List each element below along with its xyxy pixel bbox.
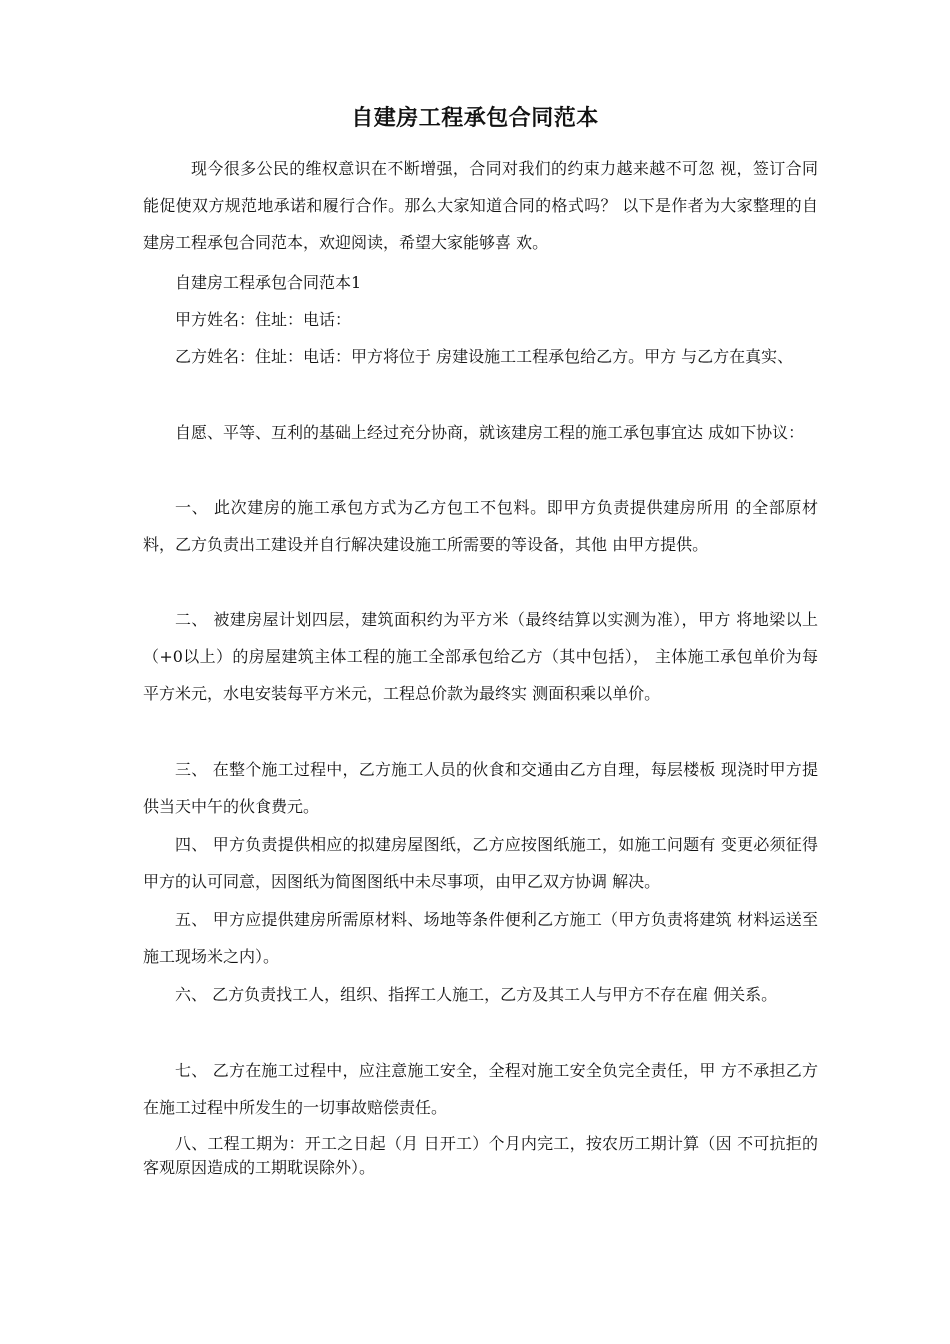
preamble-paragraph: 自愿、平等、互利的基础上经过充分协商，就该建房工程的施工承包事宜达 成如下协议： — [175, 423, 805, 442]
clause-5: 五、 甲方应提供建房所需原材料、场地等条件便利乙方施工（甲方负责将建筑 材料运送至施工现场米之内）。 — [143, 910, 818, 966]
clause-7: 七、 乙方在施工过程中，应注意施工安全，全程对施工安全负完全责任，甲 方不承担乙方在施工过程中所发生的一切事故赔偿责任。 — [143, 1061, 818, 1117]
document-title: 自建房工程承包合同范本 — [351, 106, 599, 131]
contract-subtitle: 自建房工程承包合同范本1 — [175, 273, 362, 292]
clause-4: 四、 甲方负责提供相应的拟建房屋图纸，乙方应按图纸施工，如施工问题有 变更必须征得甲方的认可同意，因图纸为简图图纸中未尽事项，由甲乙双方协调 解决。 — [143, 835, 818, 891]
clause-8: 八、工程工期为：开工之日起（月 日开工）个月内完工，按农历工期计算（因 不可抗拒的客观原因造成的工期耽误除外）。 — [143, 1134, 818, 1177]
clause-6: 六、 乙方负责找工人，组织、指挥工人施工，乙方及其工人与甲方不存在雇 佣关系。 — [175, 985, 778, 1004]
party-a-line: 甲方姓名：住址：电话： — [175, 310, 352, 329]
clause-2: 二、 被建房屋计划四层，建筑面积约为平方米（最终结算以实测为准），甲方 将地梁以上（+0以上）的房屋建筑主体工程的施工全部承包给乙方（其中包括）， 主体施工承包单价为每平方米元，水电安装每平方米元，工程总价款为最终实 测面积乘以单价。 — [143, 610, 818, 703]
intro-paragraph: 现今很多公民的维权意识在不断增强，合同对我们的约束力越来越不可忽 视，签订合同能促使双方规范地承诺和履行合作。那么大家知道合同的格式吗？ 以下是作者为大家整理的自建房工程承包合同范本，欢迎阅读，希望大家能够喜 欢。 — [143, 159, 818, 252]
party-b-paragraph: 乙方姓名：住址：电话：甲方将位于 房建设施工工程承包给乙方。甲方 与乙方在真实、 — [175, 347, 794, 366]
clause-1: 一、 此次建房的施工承包方式为乙方包工不包料。即甲方负责提供建房所用 的全部原材料，乙方负责出工建设并自行解决建设施工所需要的等设备，其他 由甲方提供。 — [143, 498, 818, 554]
clause-3: 三、 在整个施工过程中，乙方施工人员的伙食和交通由乙方自理，每层楼板 现浇时甲方提供当天中午的伙食费元。 — [143, 760, 818, 816]
